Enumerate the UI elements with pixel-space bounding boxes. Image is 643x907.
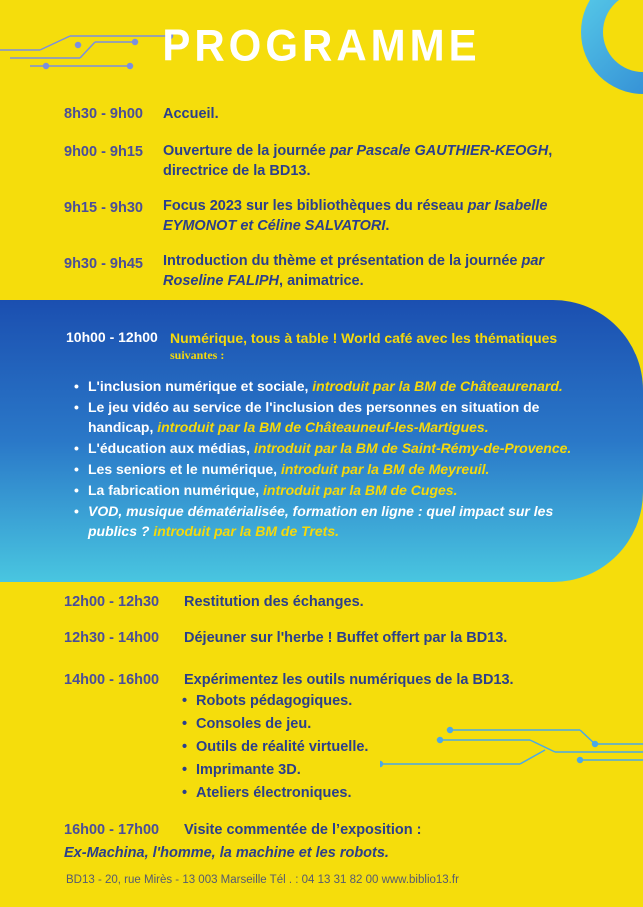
schedule-time: 16h00 - 17h00 — [64, 822, 160, 838]
schedule-time: 8h30 - 9h00 — [64, 106, 143, 122]
schedule-text: Introduction du thème et présentation de la journée par Roseline FALIPH, animatrice. — [163, 253, 545, 289]
schedule-text: Ouverture de la journée par Pascale GAUTHIER-KEOGH, directrice de la BD13. — [163, 143, 553, 179]
page-title: PROGRAMME — [162, 20, 481, 71]
list-item: • Robots pédagogiques. — [182, 690, 442, 713]
list-item: • L'inclusion numérique et sociale, introduit par la BM de Châteaurenard. — [74, 376, 594, 396]
schedule-time: 9h15 - 9h30 — [64, 200, 143, 216]
schedule-time: 12h30 - 14h00 — [64, 630, 160, 646]
schedule-time: 9h00 - 9h15 — [64, 144, 143, 160]
schedule-text: Focus 2023 sur les bibliothèques du réseau par Isabelle EYMONOT et Céline SALVATORI. — [163, 198, 548, 234]
schedule-text: Visite commentée de l’exposition : — [184, 822, 422, 838]
list-item: • L'éducation aux médias, introduit par la BM de Saint-Rémy-de-Provence. — [74, 438, 594, 458]
schedule-time: 12h00 - 12h30 — [64, 594, 160, 610]
world-cafe-topics — [74, 376, 594, 542]
exhibit-title: Ex-Machina, l'homme, la machine et les robots. — [64, 845, 389, 861]
schedule-text: Accueil. — [163, 106, 219, 122]
circuit-decoration-bottom — [380, 724, 643, 774]
list-item: • La fabrication numérique, introduit par la BM de Cuges. — [74, 480, 594, 500]
list-item: • Imprimante 3D. — [182, 759, 442, 782]
footer-contact: BD13 - 20, rue Mirès - 13 003 Marseille Tél . : 04 13 31 82 00 www.biblio13.fr — [66, 874, 459, 886]
list-item: • VOD, musique dématérialisée, formation en ligne : quel impact sur les publics ? introduit par la BM de Trets. — [74, 501, 594, 541]
list-item: • Le jeu vidéo au service de l'inclusion des personnes en situation de handicap, introduit par la BM de Châteauneuf-les-Martigues. — [74, 397, 594, 437]
list-item: • Ateliers électroniques. — [182, 782, 442, 805]
world-cafe-subtitle: suivantes : — [170, 348, 225, 362]
schedule-time: 14h00 - 16h00 — [64, 672, 160, 688]
schedule-time: 9h30 - 9h45 — [64, 256, 143, 272]
schedule-text: Restitution des échanges. — [184, 594, 364, 610]
schedule-text: Expérimentez les outils numériques de la BD13. — [184, 672, 514, 688]
world-cafe-time: 10h00 - 12h00 — [66, 329, 158, 345]
list-item: • Les seniors et le numérique, introduit par la BM de Meyreuil. — [74, 459, 594, 479]
list-item: • Outils de réalité virtuelle. — [182, 736, 442, 759]
schedule-text: Déjeuner sur l'herbe ! Buffet offert par la BD13. — [184, 630, 508, 646]
list-item: • Consoles de jeu. — [182, 713, 442, 736]
world-cafe-title: Numérique, tous à table ! World café avec les thématiques — [170, 330, 558, 346]
